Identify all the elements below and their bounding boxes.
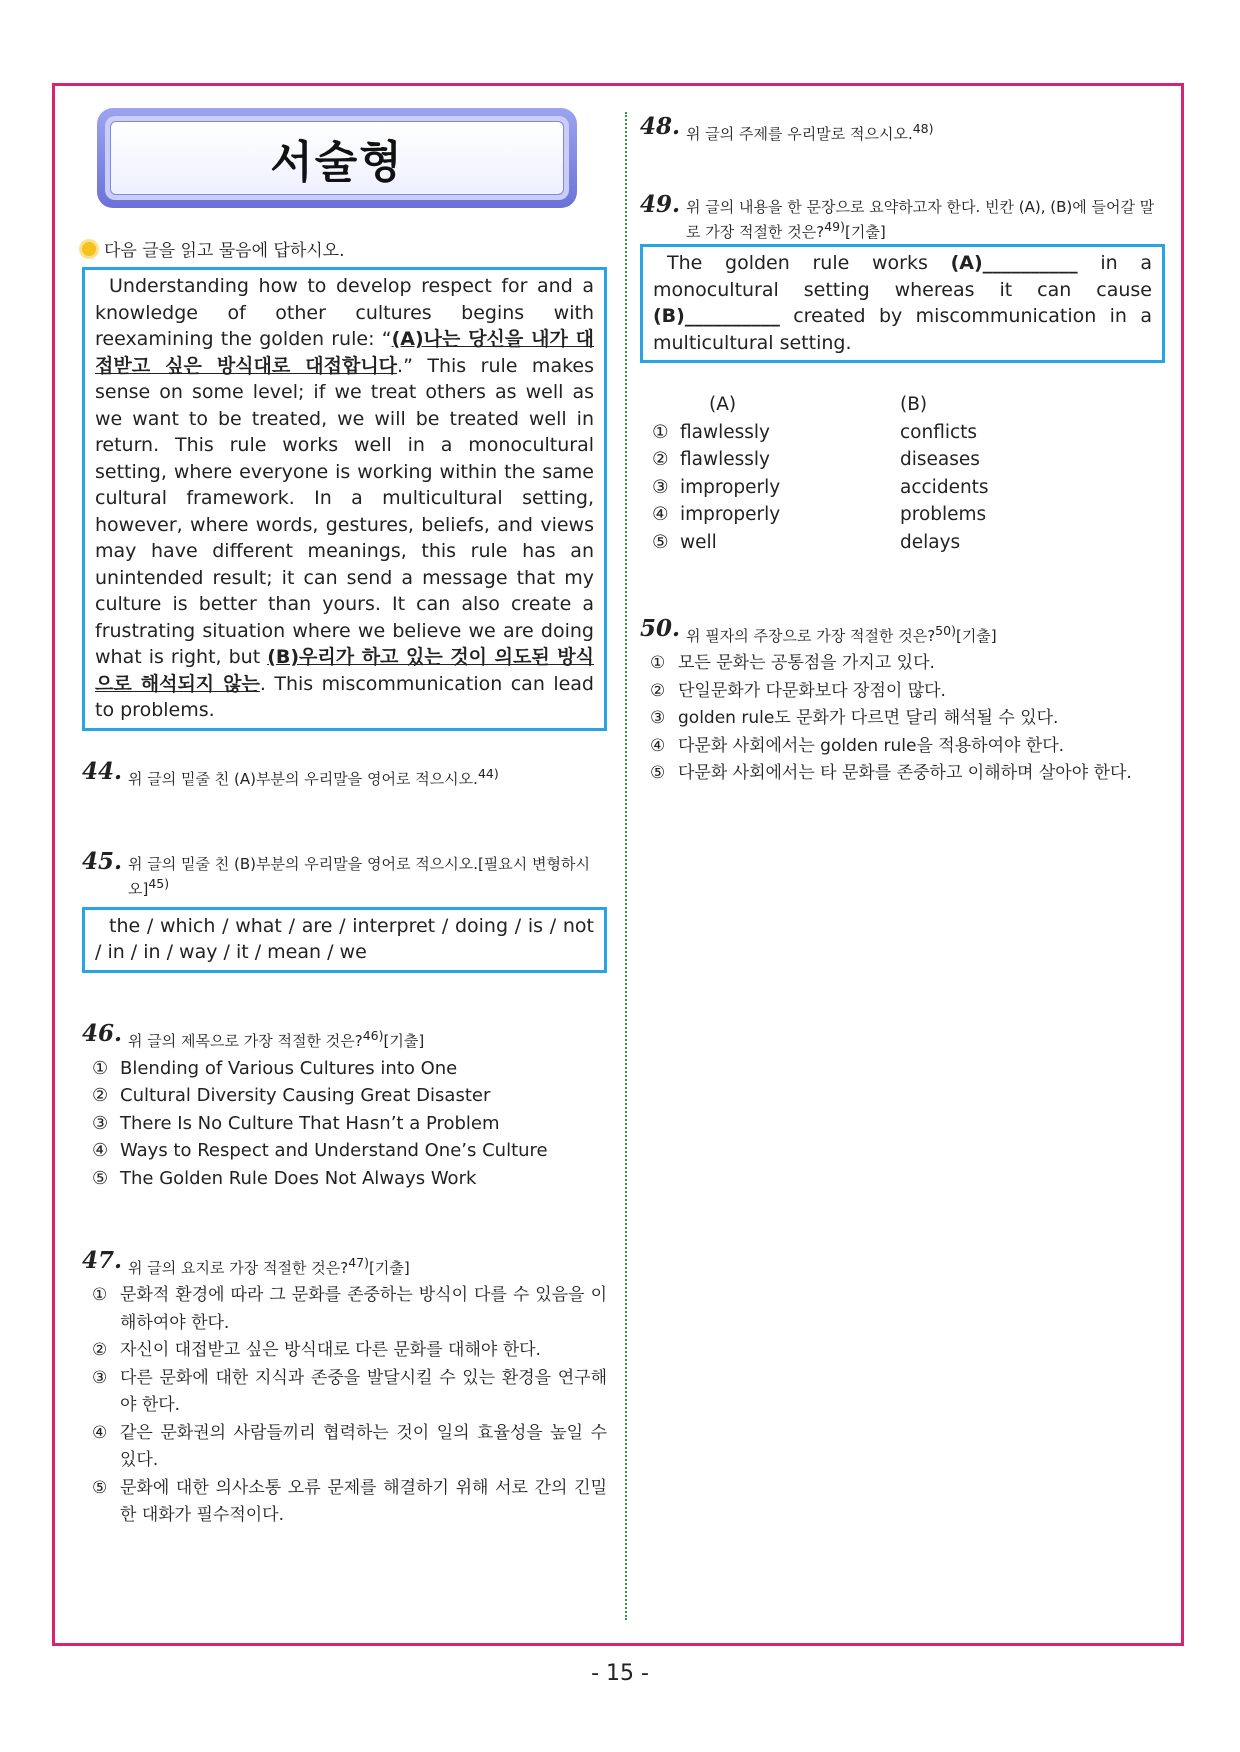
option[interactable]: ④ 다문화 사회에서는 golden rule을 적용하여야 한다. [650, 735, 1065, 756]
option[interactable]: ② Cultural Diversity Causing Great Disaster [92, 1085, 491, 1106]
right-column [640, 108, 1165, 788]
q47-options [82, 1282, 607, 1530]
option[interactable]: ② flawlessly diseases [652, 449, 980, 470]
option[interactable]: ③ improperly accidents [652, 476, 989, 498]
passage-box [82, 267, 607, 731]
option[interactable]: ③ There Is No Culture That Hasn’t a Problem [92, 1112, 500, 1134]
options-header: (A) (B) [709, 394, 928, 415]
summary-box [640, 244, 1165, 363]
passage: Understanding how to develop respect for and a knowledge of other cultures begins with reexamining the golden rule: “(A)나는 당신을 내가 대접받고 싶은 방식대로 대접합니다.” This rule makes sense on some level; if we treat others as well as we want to be treated, we will be treated well in return. This rule works well in a monocultural setting, where everyone is working within the same cultural framework. In a multicultural setting, however, where words, gestures, beliefs, and views may have different meanings, this rule has an unintended result; it can send a message that my culture is better than yours. It can also create a frustrating situation where we believe we are doing what is right, but (B)우리가 하고 있는 것이 의도된 방식으로 해석되지 않는. This miscommunication can lead to problems. [95, 275, 594, 721]
option[interactable]: ⑤ 문화에 대한 의사소통 오류 문제를 해결하기 위해 서로 간의 긴밀한 대화가 필수적이다. [92, 1477, 607, 1525]
question-46: 46. 위 글의 제목으로 가장 적절한 것은?$^{46)}$[기출] [82, 1019, 425, 1050]
underline-b: (B)우리가 하고 있는 것이 의도된 방식으로 해석되지 않는 [95, 646, 594, 695]
option[interactable]: ① 문화적 환경에 따라 그 문화를 존중하는 방식이 다를 수 있음을 이해하여야 한다. [92, 1285, 607, 1333]
instruction-text: 다음 글을 읽고 물음에 답하시오. [104, 241, 345, 261]
option[interactable]: ① 모든 문화는 공통점을 가지고 있다. [650, 653, 935, 673]
column-divider [625, 112, 627, 1620]
section-title-banner [97, 108, 577, 208]
option[interactable]: ⑤ The Golden Rule Does Not Always Work [92, 1167, 477, 1189]
option[interactable]: ⑤ 다문화 사회에서는 타 문화를 존중하고 이해하며 살아야 한다. [650, 763, 1132, 783]
left-column [82, 108, 607, 1530]
option[interactable]: ④ 같은 문화권의 사람들끼리 협력하는 것이 일의 효율성을 높일 수 있다. [92, 1422, 607, 1470]
option[interactable]: ③ 다른 문화에 대한 지식과 존중을 발달시킬 수 있는 환경을 연구해야 한다. [92, 1367, 607, 1415]
page-number: - 15 - [591, 1661, 649, 1686]
option[interactable]: ② 자신이 대접받고 싶은 방식대로 다른 문화를 대해야 한다. [92, 1340, 541, 1360]
option[interactable]: ④ improperly problems [652, 504, 987, 525]
word-bank: the / which / what / are / interpret / doing / is / not / in / in / way / it / mean / we [95, 914, 594, 963]
option[interactable]: ⑤ well delays [652, 531, 961, 553]
word-bank-box [82, 907, 607, 973]
summary: The golden rule works (A)__________ in a monocultural setting whereas it can cause (B)__________ created by miscommunication in a multicultural setting. [653, 252, 1153, 354]
question-47: 47. 위 글의 요지로 가장 적절한 것은?$^{47)}$[기출] [82, 1247, 410, 1277]
question-49: 49. 위 글의 내용을 한 문장으로 요약하고자 한다. 빈칸 (A), (B)에 들어갈 말로 가장 적절한 것은?$^{49)}$[기출] [640, 191, 1155, 241]
q46-options [82, 1055, 607, 1193]
q49-options [640, 391, 1165, 556]
question-44: 44. 위 글의 밑줄 친 (A)부분의 우리말을 영어로 적으시오.$^{44)}$ [82, 757, 499, 788]
option[interactable]: ② 단일문화가 다문화보다 장점이 많다. [650, 680, 946, 701]
option[interactable]: ④ Ways to Respect and Understand One’s Culture [92, 1140, 548, 1161]
question-48: 48. 위 글의 주제를 우리말로 적으시오.$^{48)}$ [640, 113, 934, 143]
option[interactable]: ① flawlessly conflicts [652, 421, 978, 443]
question-50: 50. 위 필자의 주장으로 가장 적절한 것은?$^{50)}$[기출] [640, 615, 997, 645]
instruction [82, 236, 607, 261]
question-45: 45. 위 글의 밑줄 친 (B)부분의 우리말을 영어로 적으시오.[필요시 변형하시오]$^{45)}$ [82, 847, 591, 898]
flower-icon [82, 242, 96, 256]
q50-options [640, 650, 1165, 788]
section-title: 서술형 [110, 121, 564, 195]
underline-a: (A)나는 당신을 내가 대접받고 싶은 방식대로 대접합니다 [95, 328, 594, 377]
option[interactable]: ③ golden rule도 문화가 다르면 달리 해석될 수 있다. [650, 708, 1059, 728]
option[interactable]: ① Blending of Various Cultures into One [92, 1057, 458, 1079]
